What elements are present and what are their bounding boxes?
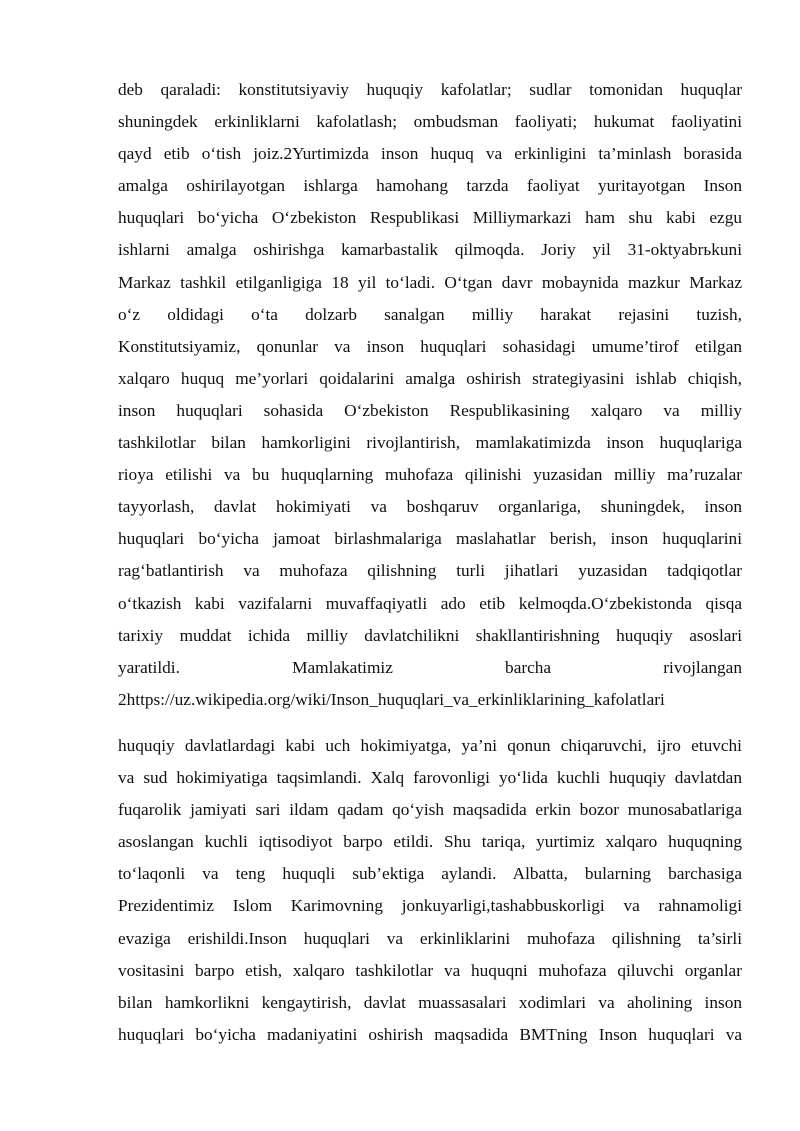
text-line: inson huquqlari sohasida O‘zbekiston Respublikasining xalqaro va milliy [118,400,742,420]
text-line: huquqlari bo‘yicha jamoat birlashmalariga maslahatlar berish, inson huquqlarini [118,529,742,549]
text-line: amalga oshirilayotgan ishlarga hamohang tarzda faoliyat yuritayotgan Inson [118,176,742,196]
text-line: yaratildi. Mamlakatimiz barcha rivojlangan [118,657,742,677]
text-line: tayyorlash, davlat hokimiyati va boshqaruv organlariga, shuningdek, inson [118,497,742,517]
text-line: to‘laqonli va teng huquqli sub’ektiga aylandi. Albatta, bularning barchasiga [118,864,742,884]
text-line: xalqaro huquq me’yorlari qoidalarini amalga oshirish strategiyasini ishlab chiqish, [118,368,742,388]
text-line: Markaz tashkil etilganligiga 18 yil to‘ladi. O‘tgan davr mobaynida mazkur Markaz [118,272,742,292]
text-line: o‘tkazish kabi vazifalarni muvaffaqiyatli ado etib kelmoqda.O‘zbekistonda qisqa [118,593,742,613]
footnote-link[interactable]: 2https://uz.wikipedia.org/wiki/Inson_huquqlari_va_erkinliklarining_kafolatlari [118,689,665,709]
text-line: fuqarolik jamiyati sari ildam qadam qo‘yish maqsadida erkin bozor munosabatlariga [118,800,742,820]
text-line: deb qaraladi: konstitutsiyaviy huquqiy kafolatlar; sudlar tomonidan huquqlar [118,80,742,99]
text-line: rioya etilishi va bu huquqlarning muhofaza qilinishi yuzasidan milliy ma’ruzalar [118,465,742,485]
text-line: vositasini barpo etish, xalqaro tashkilotlar va huquqni muhofaza qiluvchi organlar [118,960,742,980]
text-line: ishlarni amalga oshirishga kamarbastalik qilmoqda. Joriy yil 31-oktyabrьkuni [118,240,742,260]
text-line: asoslangan kuchli iqtisodiyot barpo etildi. Shu tariqa, yurtimiz xalqaro huquqning [118,832,742,852]
text-line: huquqlari bo‘yicha O‘zbekiston Respublikasi Milliymarkazi ham shu kabi ezgu [118,208,742,228]
text-line: qayd etib o‘tish joiz.2Yurtimizda inson huquq va erkinligini ta’minlash borasida [118,144,742,164]
text-line: huquqiy davlatlardagi kabi uch hokimiyatga, ya’ni qonun chiqaruvchi, ijro etuvchi [118,736,742,755]
main-text-block [118,74,742,716]
text-line: Konstitutsiyamiz, qonunlar va inson huquqlari sohasidagi umume’tirof etilgan [118,336,742,356]
text-line: o‘z oldidagi o‘ta dolzarb sanalgan milliy harakat rejasini tuzish, [118,304,742,324]
continuation-text-block [118,730,742,1051]
text-line: tashkilotlar bilan hamkorligini rivojlantirish, mamlakatimizda inson huquqlariga [118,433,742,453]
text-line: va sud hokimiyatiga taqsimlandi. Xalq farovonligi yo‘lida kuchli huquqiy davlatdan [118,768,742,788]
text-line: evaziga erishildi.Inson huquqlari va erkinliklarini muhofaza qilishning ta’sirli [118,928,742,948]
text-line: huquqlari bo‘yicha madaniyatini oshirish maqsadida BMTning Inson huquqlari va [118,1024,742,1044]
text-line: rag‘batlantirish va muhofaza qilishning turli jihatlari yuzasidan tadqiqotlar [118,561,742,581]
text-line: Prezidentimiz Islom Karimovning jonkuyarligi,tashabbuskorligi va rahnamoligi [118,896,742,916]
text-line: shuningdek erkinliklarni kafolatlash; ombudsman faoliyati; hukumat faoliyatini [118,112,742,132]
text-line: bilan hamkorlikni kengaytirish, davlat muassasalari xodimlari va aholining inson [118,992,742,1012]
text-line: tarixiy muddat ichida milliy davlatchilikni shakllantirishning huquqiy asoslari [118,625,742,645]
